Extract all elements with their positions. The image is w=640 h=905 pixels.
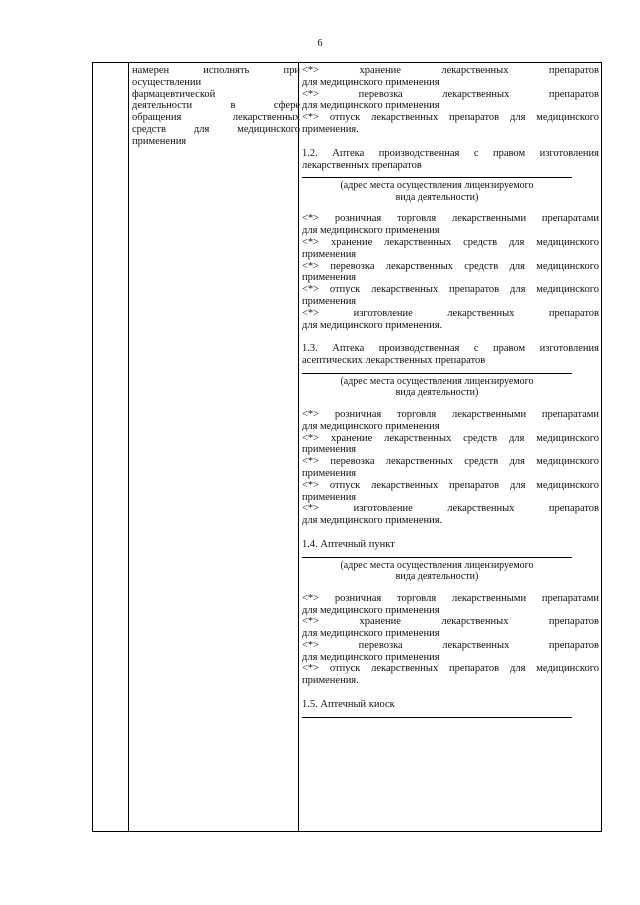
activity-item-line: <*> перевозка лекарственных средств для медицинского <box>302 456 599 468</box>
activity-item-line: <*> розничная торговля лекарственными препаратами <box>302 592 599 604</box>
description-line: средств для медицинского <box>132 123 300 135</box>
activity-item-line: для медицинского применения <box>302 604 440 616</box>
activity-item-line: <*> отпуск лекарственных препаратов для медицинского <box>302 112 599 124</box>
activity-item-line: применения <box>302 491 357 503</box>
activity-item-line: <*> перевозка лекарственных препаратов <box>302 88 599 100</box>
description-line: деятельности в сфере <box>132 100 300 112</box>
spacer <box>302 203 599 213</box>
spacer <box>302 687 599 699</box>
section-heading: лекарственных препаратов <box>302 159 422 171</box>
activity-item-line: применения. <box>302 123 359 135</box>
address-caption: (адрес места осуществления лицензируемого <box>340 559 534 571</box>
activity-item-line: применения. <box>302 675 359 687</box>
activity-item-line: для медицинского применения. <box>302 515 443 527</box>
spacer <box>302 527 599 539</box>
activity-item-line: для медицинского применения <box>302 225 440 237</box>
activity-item-line: <*> хранение лекарственных препаратов <box>302 616 599 628</box>
activity-item-line: <*> отпуск лекарственных препаратов для медицинского <box>302 284 599 296</box>
activity-item-line: применения <box>302 467 357 479</box>
activity-item-line: применения <box>302 295 357 307</box>
activity-item-line: применения <box>302 272 357 284</box>
section-heading: 1.2. Аптека производственная с правом изготовления <box>302 147 599 159</box>
activity-item-line: применения <box>302 444 357 456</box>
activity-item-line: для медицинского применения <box>302 100 440 112</box>
page-number: 6 <box>317 38 323 49</box>
activity-item-line: <*> перевозка лекарственных средств для медицинского <box>302 260 599 272</box>
section-heading: 1.5. Аптечный киоск <box>302 699 395 711</box>
section-heading: 1.4. Аптечный пункт <box>302 538 395 550</box>
description-line: применения <box>132 135 187 147</box>
activity-item-line: <*> отпуск лекарственных препаратов для медицинского <box>302 479 599 491</box>
spacer <box>302 331 599 343</box>
activity-item-line: для медицинского применения <box>302 420 440 432</box>
address-caption: (адрес места осуществления лицензируемого <box>340 180 534 192</box>
activity-item-line: <*> изготовление лекарственных препаратов <box>302 503 599 515</box>
license-table <box>92 62 602 832</box>
address-blank-line <box>302 367 572 374</box>
address-caption: вида деятельности) <box>395 387 479 399</box>
activity-item-line: для медицинского применения <box>302 628 440 640</box>
pharmacy-types-column <box>302 65 599 720</box>
activity-item-line: применения <box>302 248 357 260</box>
column-divider <box>128 63 129 831</box>
section-heading: 1.3. Аптека производственная с правом изготовления <box>302 343 599 355</box>
description-line: обращения лекарственных <box>132 112 300 124</box>
spacer <box>302 136 599 148</box>
activity-item-line: <*> хранение лекарственных средств для медицинского <box>302 236 599 248</box>
address-caption: вида деятельности) <box>395 191 479 203</box>
activity-item-line: <*> перевозка лекарственных препаратов <box>302 639 599 651</box>
description-line: осуществлении <box>132 76 202 88</box>
column-divider <box>298 63 299 831</box>
activity-item-line: <*> хранение лекарственных препаратов <box>302 65 599 76</box>
activity-item-line: <*> хранение лекарственных средств для медицинского <box>302 432 599 444</box>
activity-item-line: для медицинского применения <box>302 76 440 88</box>
activity-item-line: <*> отпуск лекарственных препаратов для медицинского <box>302 663 599 675</box>
address-caption: вида деятельности) <box>395 571 479 583</box>
spacer <box>302 399 599 409</box>
address-blank-line <box>302 171 572 178</box>
activity-item-line: для медицинского применения. <box>302 319 443 331</box>
section-heading: асептических лекарственных препаратов <box>302 355 486 367</box>
activity-item-line: <*> розничная торговля лекарственными препаратами <box>302 408 599 420</box>
activity-item-line: <*> розничная торговля лекарственными препаратами <box>302 213 599 225</box>
address-blank-line <box>302 551 572 558</box>
activity-item-line: для медицинского применения <box>302 651 440 663</box>
address-blank-line <box>302 711 572 718</box>
spacer <box>302 583 599 593</box>
activity-item-line: <*> изготовление лекарственных препаратов <box>302 307 599 319</box>
activity-description-column <box>132 65 300 148</box>
address-caption: (адрес места осуществления лицензируемого <box>340 375 534 387</box>
description-line: фармацевтической <box>132 88 216 100</box>
description-line: намерен исполнять при <box>132 65 300 76</box>
